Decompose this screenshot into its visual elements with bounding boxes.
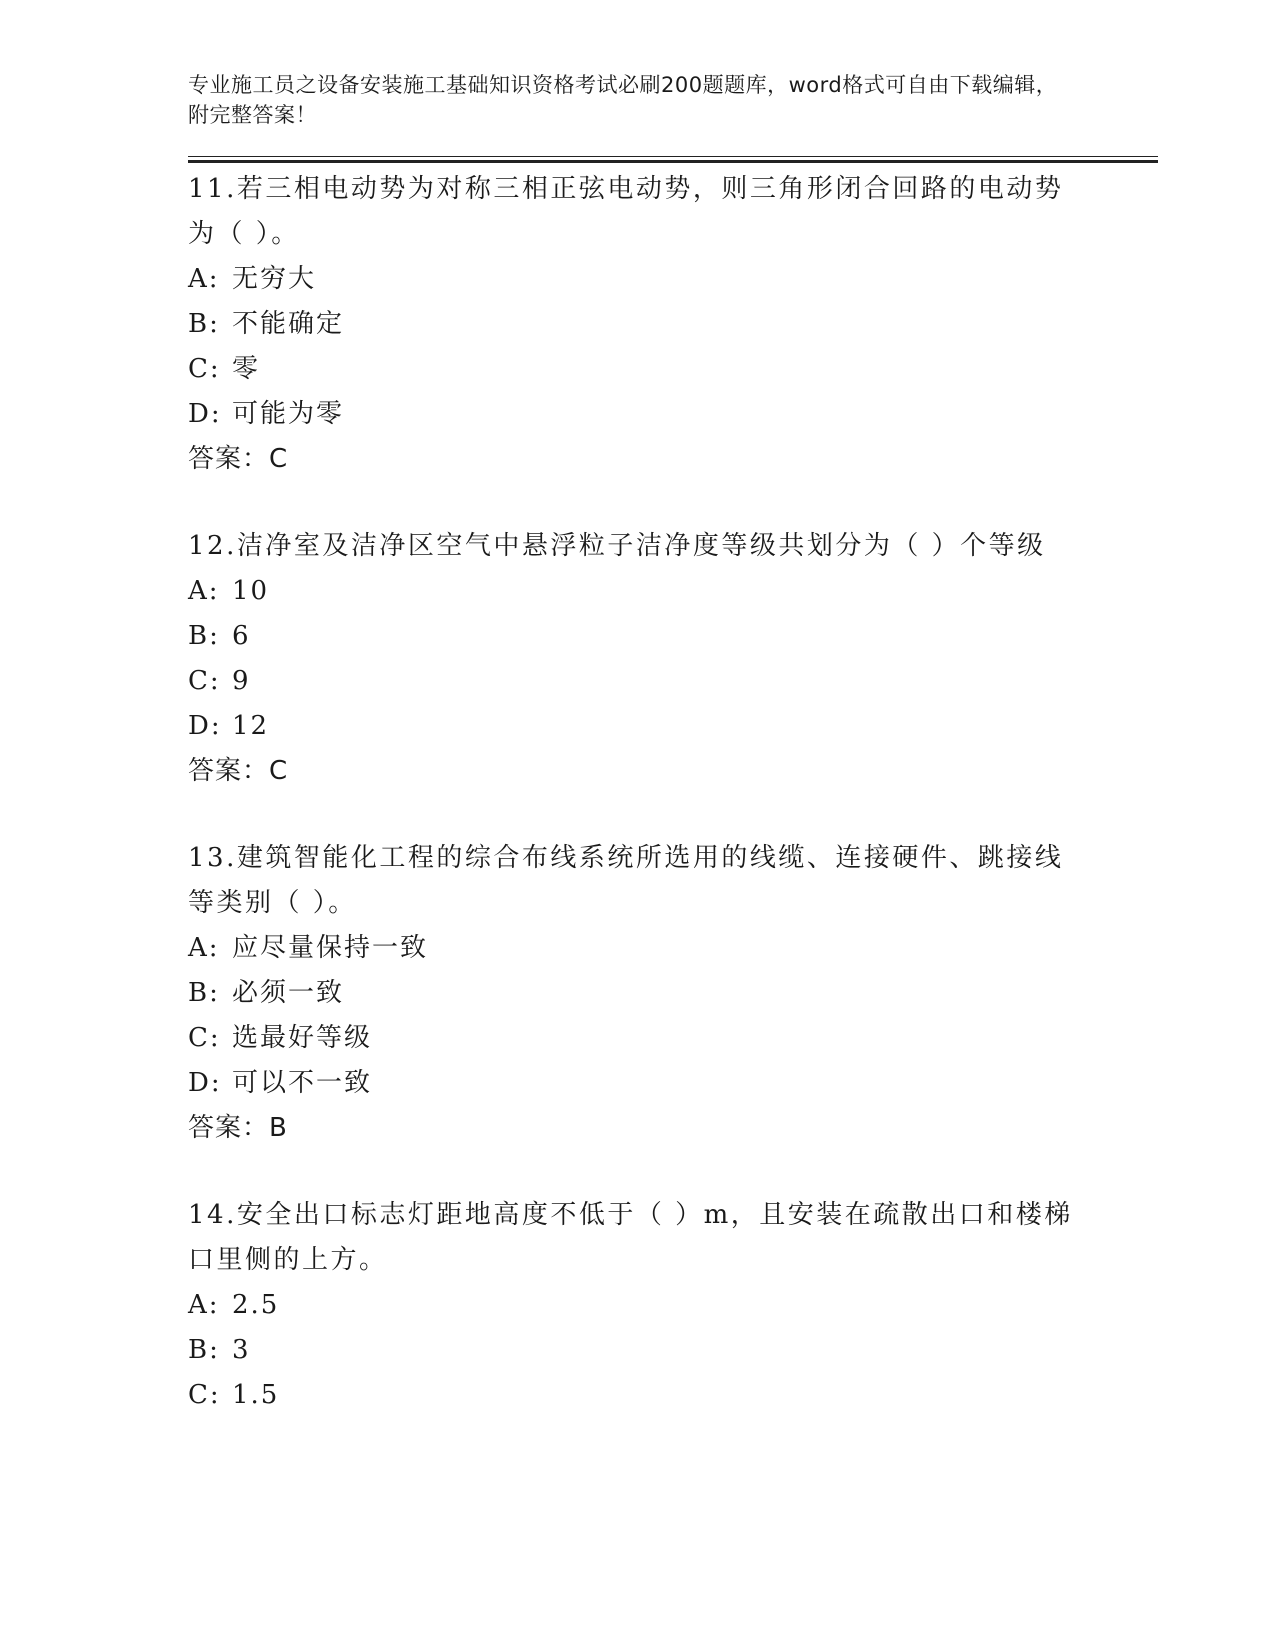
- option-letter: B:: [188, 1335, 220, 1365]
- answer-line: 答案：C: [188, 444, 289, 474]
- option-text: 9: [232, 666, 251, 696]
- option-letter: C:: [188, 1380, 221, 1410]
- option-b: [188, 302, 1158, 347]
- option-d: [188, 1061, 1158, 1106]
- option-text: 零: [232, 354, 261, 384]
- option-text: 可能为零: [232, 399, 345, 429]
- option-a: [188, 926, 1158, 971]
- option-c: [188, 1016, 1158, 1061]
- document-title: 专业施工员之设备安装施工基础知识资格考试必刷200题题库，word格式可自由下载编辑，附完整答案！: [188, 73, 1058, 127]
- option-letter: B:: [188, 309, 220, 339]
- option-letter: C:: [188, 666, 221, 696]
- option-letter: D:: [188, 399, 222, 429]
- option-text: 1.5: [232, 1380, 280, 1410]
- option-text: 选最好等级: [232, 1023, 373, 1053]
- option-c: [188, 1373, 1158, 1418]
- option-letter: A:: [188, 576, 220, 606]
- answer-line: 答案：C: [188, 756, 289, 786]
- option-a: [188, 569, 1158, 614]
- option-letter: A:: [188, 1290, 220, 1320]
- question-text: 13.建筑智能化工程的综合布线系统所选用的线缆、连接硬件、跳接线等类别（ ）。: [188, 843, 1064, 918]
- option-letter: B:: [188, 978, 220, 1008]
- option-text: 10: [232, 576, 270, 606]
- option-d: [188, 392, 1158, 437]
- question-text: 14.安全出口标志灯距地高度不低于（ ）m，且安装在疏散出口和楼梯口里侧的上方。: [188, 1200, 1073, 1275]
- option-a: [188, 1283, 1158, 1328]
- option-text: 12: [232, 711, 270, 741]
- option-b: [188, 971, 1158, 1016]
- option-c: [188, 347, 1158, 392]
- option-text: 3: [232, 1335, 251, 1365]
- option-letter: C:: [188, 354, 221, 384]
- option-letter: A:: [188, 933, 220, 963]
- question-12: [188, 524, 1158, 794]
- question-14: [188, 1193, 1158, 1418]
- option-b: [188, 614, 1158, 659]
- option-letter: C:: [188, 1023, 221, 1053]
- option-c: [188, 659, 1158, 704]
- option-text: 可以不一致: [232, 1068, 373, 1098]
- option-text: 应尽量保持一致: [232, 933, 429, 963]
- document-page: [188, 70, 1158, 1460]
- option-letter: B:: [188, 621, 220, 651]
- option-d: [188, 704, 1158, 749]
- option-letter: D:: [188, 1068, 222, 1098]
- option-letter: A:: [188, 264, 220, 294]
- question-text: 11.若三相电动势为对称三相正弦电动势，则三角形闭合回路的电动势为（ ）。: [188, 174, 1064, 249]
- option-b: [188, 1328, 1158, 1373]
- question-text: 12.洁净室及洁净区空气中悬浮粒子洁净度等级共划分为（ ）个等级: [188, 531, 1046, 561]
- option-text: 2.5: [232, 1290, 280, 1320]
- option-text: 6: [232, 621, 251, 651]
- header-divider: [188, 156, 1158, 163]
- answer-line: 答案：B: [188, 1113, 288, 1143]
- option-letter: D:: [188, 711, 222, 741]
- question-list: [188, 167, 1158, 1418]
- question-13: [188, 836, 1158, 1151]
- option-text: 无穷大: [232, 264, 317, 294]
- option-text: 不能确定: [232, 309, 345, 339]
- question-11: [188, 167, 1158, 482]
- option-text: 必须一致: [232, 978, 345, 1008]
- option-a: [188, 257, 1158, 302]
